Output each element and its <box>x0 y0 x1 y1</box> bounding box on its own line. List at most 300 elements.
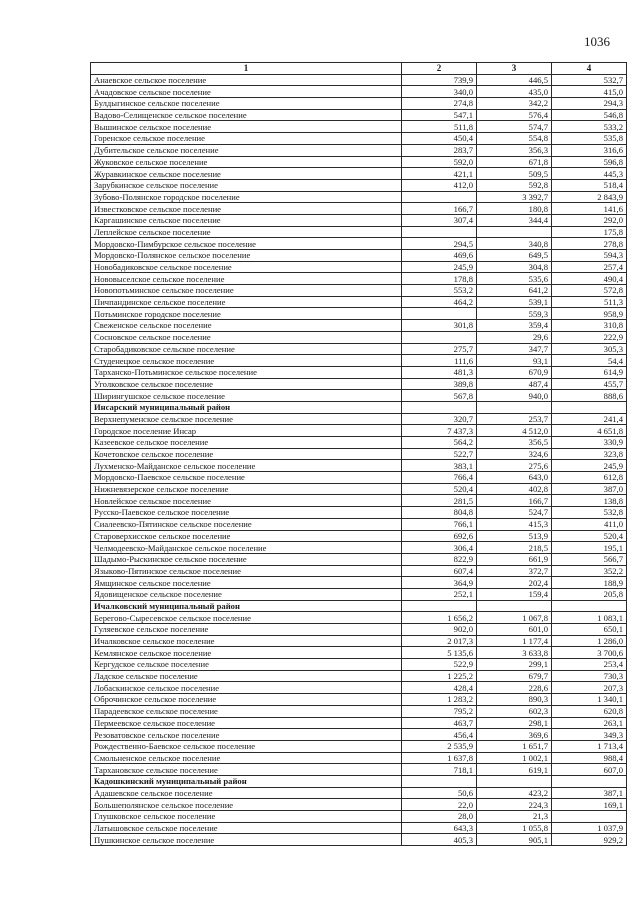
value-cell: 522,9 <box>402 659 477 671</box>
value-cell: 411,0 <box>552 518 627 530</box>
value-cell: 50,6 <box>402 787 477 799</box>
value-cell: 224,3 <box>477 799 552 811</box>
value-cell: 1 637,8 <box>402 752 477 764</box>
table-row <box>91 472 627 484</box>
value-cell: 1 713,4 <box>552 740 627 752</box>
settlement-name-cell: Большеполянское сельское поселение <box>91 799 402 811</box>
settlement-name-cell: Лухменско-Майданское сельское поселение <box>91 460 402 472</box>
settlement-name-cell: Новобадиковское сельское поселение <box>91 261 402 273</box>
value-cell: 804,8 <box>402 507 477 519</box>
value-cell: 29,6 <box>477 331 552 343</box>
value-cell: 718,1 <box>402 764 477 776</box>
table-row <box>91 133 627 145</box>
value-cell: 274,8 <box>402 98 477 110</box>
value-cell: 520,4 <box>402 483 477 495</box>
value-cell: 692,6 <box>402 530 477 542</box>
value-cell: 574,7 <box>477 121 552 133</box>
table-row <box>91 331 627 343</box>
value-cell: 402,8 <box>477 483 552 495</box>
value-cell: 559,3 <box>477 308 552 320</box>
value-cell: 387,1 <box>552 787 627 799</box>
value-cell: 349,3 <box>552 729 627 741</box>
table-row <box>91 144 627 156</box>
section-row <box>91 600 627 612</box>
value-cell: 369,6 <box>477 729 552 741</box>
value-cell: 455,7 <box>552 378 627 390</box>
settlement-name-cell: Каргашинское сельское поселение <box>91 214 402 226</box>
settlement-name-cell: Староверхисское сельское поселение <box>91 530 402 542</box>
value-cell: 554,8 <box>477 133 552 145</box>
settlement-name-cell: Оброчинское сельское поселение <box>91 694 402 706</box>
value-cell: 592,8 <box>477 179 552 191</box>
value-cell: 546,8 <box>552 109 627 121</box>
table-row <box>91 530 627 542</box>
value-cell: 520,4 <box>552 530 627 542</box>
value-cell: 795,2 <box>402 705 477 717</box>
settlement-name-cell: Ямщинское сельское поселение <box>91 577 402 589</box>
settlement-name-cell: Жуковское сельское поселение <box>91 156 402 168</box>
value-cell <box>477 401 552 413</box>
value-cell: 1 340,1 <box>552 694 627 706</box>
value-cell: 253,4 <box>552 659 627 671</box>
settlement-name-cell: Ичалковское сельское поселение <box>91 635 402 647</box>
settlement-name-cell: Пушкинское сельское поселение <box>91 834 402 846</box>
settlement-name-cell: Ядовищенское сельское поселение <box>91 588 402 600</box>
value-cell: 253,7 <box>477 413 552 425</box>
value-cell: 245,9 <box>552 460 627 472</box>
table-row <box>91 390 627 402</box>
value-cell: 446,5 <box>477 74 552 86</box>
table-row <box>91 647 627 659</box>
value-cell: 175,8 <box>552 226 627 238</box>
table-row <box>91 694 627 706</box>
table-row <box>91 670 627 682</box>
value-cell: 1 037,9 <box>552 822 627 834</box>
value-cell: 252,1 <box>402 588 477 600</box>
value-cell: 3 700,6 <box>552 647 627 659</box>
settlement-name-cell: Казеевское сельское поселение <box>91 437 402 449</box>
table-row <box>91 822 627 834</box>
value-cell: 340,8 <box>477 238 552 250</box>
value-cell: 138,8 <box>552 495 627 507</box>
value-cell: 306,4 <box>402 542 477 554</box>
value-cell: 292,0 <box>552 214 627 226</box>
value-cell <box>402 775 477 787</box>
value-cell: 389,8 <box>402 378 477 390</box>
settlement-name-cell: Потьминское городское поселение <box>91 308 402 320</box>
table-row <box>91 635 627 647</box>
settlement-name-cell: Анаевское сельское поселение <box>91 74 402 86</box>
value-cell: 958,9 <box>552 308 627 320</box>
value-cell: 3 633,8 <box>477 647 552 659</box>
value-cell: 643,0 <box>477 472 552 484</box>
value-cell: 323,8 <box>552 448 627 460</box>
value-cell: 2 535,9 <box>402 740 477 752</box>
value-cell: 372,7 <box>477 565 552 577</box>
value-cell: 423,2 <box>477 787 552 799</box>
value-cell: 275,7 <box>402 343 477 355</box>
settlement-name-cell: Дубительское сельское поселение <box>91 144 402 156</box>
settlement-name-cell: Гуляевское сельское поселение <box>91 624 402 636</box>
value-cell: 222,9 <box>552 331 627 343</box>
value-cell: 1 002,1 <box>477 752 552 764</box>
table-row <box>91 588 627 600</box>
value-cell: 428,4 <box>402 682 477 694</box>
value-cell: 324,6 <box>477 448 552 460</box>
value-cell: 766,4 <box>402 472 477 484</box>
table-row <box>91 238 627 250</box>
value-cell: 188,9 <box>552 577 627 589</box>
value-cell: 4 512,0 <box>477 425 552 437</box>
value-cell: 1 283,2 <box>402 694 477 706</box>
value-cell: 141,6 <box>552 203 627 215</box>
value-cell: 671,8 <box>477 156 552 168</box>
value-cell: 513,9 <box>477 530 552 542</box>
settlement-name-cell: Нижневязерское сельское поселение <box>91 483 402 495</box>
value-cell: 888,6 <box>552 390 627 402</box>
value-cell: 320,7 <box>402 413 477 425</box>
value-cell: 532,7 <box>552 74 627 86</box>
value-cell <box>552 811 627 823</box>
table-row <box>91 577 627 589</box>
table-row <box>91 109 627 121</box>
value-cell: 445,3 <box>552 168 627 180</box>
settlement-name-cell: Мордовско-Паевское сельское поселение <box>91 472 402 484</box>
settlement-name-cell: Старобадиковское сельское поселение <box>91 343 402 355</box>
table-row <box>91 413 627 425</box>
value-cell: 111,6 <box>402 355 477 367</box>
settlement-name-cell: Тархановское сельское поселение <box>91 764 402 776</box>
value-cell: 464,2 <box>402 296 477 308</box>
settlement-name-cell: Свеженское сельское поселение <box>91 320 402 332</box>
settlement-name-cell: Тарханско-Потьминское сельское поселение <box>91 366 402 378</box>
value-cell <box>477 226 552 238</box>
value-cell: 614,9 <box>552 366 627 378</box>
value-cell: 620,8 <box>552 705 627 717</box>
value-cell: 511,3 <box>552 296 627 308</box>
value-cell: 166,7 <box>402 203 477 215</box>
value-cell: 463,7 <box>402 717 477 729</box>
table-row <box>91 250 627 262</box>
settlement-name-cell: Леплейское сельское поселение <box>91 226 402 238</box>
value-cell: 340,0 <box>402 86 477 98</box>
value-cell: 435,0 <box>477 86 552 98</box>
value-cell: 54,4 <box>552 355 627 367</box>
value-cell: 643,3 <box>402 822 477 834</box>
value-cell: 679,7 <box>477 670 552 682</box>
value-cell: 5 135,6 <box>402 647 477 659</box>
value-cell <box>477 775 552 787</box>
value-cell: 566,7 <box>552 553 627 565</box>
table-row <box>91 507 627 519</box>
value-cell: 180,8 <box>477 203 552 215</box>
settlement-name-cell: Известковское сельское поселение <box>91 203 402 215</box>
value-cell: 1 083,1 <box>552 612 627 624</box>
settlement-name-cell: Новлейское сельское поселение <box>91 495 402 507</box>
value-cell: 1 651,7 <box>477 740 552 752</box>
value-cell: 298,1 <box>477 717 552 729</box>
settlement-name-cell: Резоватовское сельское поселение <box>91 729 402 741</box>
value-cell: 310,8 <box>552 320 627 332</box>
value-cell: 316,6 <box>552 144 627 156</box>
settlement-name-cell: Смольненское сельское поселение <box>91 752 402 764</box>
value-cell: 421,1 <box>402 168 477 180</box>
settlement-name-cell: Городское поселение Инсар <box>91 425 402 437</box>
settlement-name-cell: Ачадовское сельское поселение <box>91 86 402 98</box>
value-cell: 228,6 <box>477 682 552 694</box>
value-cell: 511,8 <box>402 121 477 133</box>
value-cell: 294,5 <box>402 238 477 250</box>
settlement-name-cell: Булдыгинское сельское поселение <box>91 98 402 110</box>
value-cell: 21,3 <box>477 811 552 823</box>
table-row <box>91 729 627 741</box>
value-cell <box>402 401 477 413</box>
settlement-name-cell: Уголковское сельское поселение <box>91 378 402 390</box>
value-cell: 890,3 <box>477 694 552 706</box>
value-cell: 567,8 <box>402 390 477 402</box>
settlement-name-cell: Берегово-Сыресевское сельское поселение <box>91 612 402 624</box>
value-cell: 3 392,7 <box>477 191 552 203</box>
table-row <box>91 261 627 273</box>
value-cell: 905,1 <box>477 834 552 846</box>
value-cell: 347,7 <box>477 343 552 355</box>
value-cell: 596,8 <box>552 156 627 168</box>
settlement-name-cell: Пермеевское сельское поселение <box>91 717 402 729</box>
table-row <box>91 156 627 168</box>
value-cell: 275,6 <box>477 460 552 472</box>
table-row <box>91 86 627 98</box>
table-row <box>91 203 627 215</box>
value-cell: 535,8 <box>552 133 627 145</box>
value-cell: 535,6 <box>477 273 552 285</box>
table-row <box>91 425 627 437</box>
table-row <box>91 612 627 624</box>
value-cell: 205,8 <box>552 588 627 600</box>
value-cell <box>402 226 477 238</box>
value-cell: 524,7 <box>477 507 552 519</box>
table-row <box>91 355 627 367</box>
value-cell: 301,8 <box>402 320 477 332</box>
value-cell: 305,3 <box>552 343 627 355</box>
table-row <box>91 378 627 390</box>
value-cell: 572,8 <box>552 285 627 297</box>
value-cell: 929,2 <box>552 834 627 846</box>
value-cell <box>402 331 477 343</box>
value-cell: 650,1 <box>552 624 627 636</box>
value-cell: 415,3 <box>477 518 552 530</box>
settlement-name-cell: Мордовско-Полянское сельское поселение <box>91 250 402 262</box>
value-cell: 649,5 <box>477 250 552 262</box>
value-cell: 344,4 <box>477 214 552 226</box>
value-cell: 330,9 <box>552 437 627 449</box>
value-cell: 469,6 <box>402 250 477 262</box>
table-row <box>91 834 627 846</box>
value-cell: 364,9 <box>402 577 477 589</box>
value-cell <box>402 191 477 203</box>
value-cell: 263,1 <box>552 717 627 729</box>
settlement-name-cell: Адашевское сельское поселение <box>91 787 402 799</box>
value-cell: 278,8 <box>552 238 627 250</box>
value-cell: 22,0 <box>402 799 477 811</box>
column-header: 4 <box>552 63 627 75</box>
value-cell: 1 067,8 <box>477 612 552 624</box>
table-row <box>91 168 627 180</box>
table-row <box>91 495 627 507</box>
value-cell: 641,2 <box>477 285 552 297</box>
value-cell: 607,0 <box>552 764 627 776</box>
value-cell <box>552 401 627 413</box>
value-cell: 533,2 <box>552 121 627 133</box>
table-row <box>91 191 627 203</box>
table-row <box>91 74 627 86</box>
value-cell: 93,1 <box>477 355 552 367</box>
value-cell: 283,7 <box>402 144 477 156</box>
value-cell: 1 177,4 <box>477 635 552 647</box>
table-row <box>91 460 627 472</box>
settlement-name-cell: Ладское сельское поселение <box>91 670 402 682</box>
table-row <box>91 553 627 565</box>
settlement-name-cell: Нововыселское сельское поселение <box>91 273 402 285</box>
table-row <box>91 483 627 495</box>
value-cell: 7 437,3 <box>402 425 477 437</box>
column-header: 1 <box>91 63 402 75</box>
table-row <box>91 296 627 308</box>
settlement-name-cell: Верхнепуменское сельское поселение <box>91 413 402 425</box>
value-cell: 159,4 <box>477 588 552 600</box>
table-row <box>91 624 627 636</box>
settlement-name-cell: Кадошкинский муниципальный район <box>91 775 402 787</box>
settlement-name-cell: Студенецкое сельское поселение <box>91 355 402 367</box>
settlement-name-cell: Вышинское сельское поселение <box>91 121 402 133</box>
table-row <box>91 273 627 285</box>
value-cell: 822,9 <box>402 553 477 565</box>
value-cell: 601,0 <box>477 624 552 636</box>
table-row <box>91 787 627 799</box>
settlement-name-cell: Сосновское сельское поселение <box>91 331 402 343</box>
table-row <box>91 659 627 671</box>
value-cell <box>552 600 627 612</box>
value-cell: 1 286,0 <box>552 635 627 647</box>
value-cell: 940,0 <box>477 390 552 402</box>
value-cell: 245,9 <box>402 261 477 273</box>
column-header: 3 <box>477 63 552 75</box>
value-cell: 352,2 <box>552 565 627 577</box>
table-header-row <box>91 63 627 75</box>
column-header: 2 <box>402 63 477 75</box>
table-row <box>91 308 627 320</box>
value-cell: 387,0 <box>552 483 627 495</box>
settlement-name-cell: Кергудское сельское поселение <box>91 659 402 671</box>
value-cell: 739,9 <box>402 74 477 86</box>
settlement-name-cell: Глушковское сельское поселение <box>91 811 402 823</box>
value-cell: 202,4 <box>477 577 552 589</box>
settlement-name-cell: Кочетовское сельское поселение <box>91 448 402 460</box>
table-row <box>91 717 627 729</box>
value-cell: 257,4 <box>552 261 627 273</box>
table-row <box>91 214 627 226</box>
value-cell: 607,4 <box>402 565 477 577</box>
table-row <box>91 542 627 554</box>
settlement-name-cell: Зарубкинское сельское поселение <box>91 179 402 191</box>
value-cell: 2 843,9 <box>552 191 627 203</box>
budget-table <box>90 62 627 846</box>
value-cell: 4 651,8 <box>552 425 627 437</box>
settlement-name-cell: Шадымо-Рыскинское сельское поселение <box>91 553 402 565</box>
value-cell: 307,4 <box>402 214 477 226</box>
settlement-name-cell: Кемлянское сельское поселение <box>91 647 402 659</box>
table-row <box>91 366 627 378</box>
table-row <box>91 752 627 764</box>
section-row <box>91 401 627 413</box>
value-cell: 281,5 <box>402 495 477 507</box>
value-cell: 2 017,3 <box>402 635 477 647</box>
table-row <box>91 343 627 355</box>
value-cell: 304,8 <box>477 261 552 273</box>
value-cell: 490,4 <box>552 273 627 285</box>
settlement-name-cell: Языково-Пятинское сельское поселение <box>91 565 402 577</box>
value-cell: 450,4 <box>402 133 477 145</box>
table-row <box>91 518 627 530</box>
settlement-name-cell: Челмодеевско-Майданское сельское поселение <box>91 542 402 554</box>
table-row <box>91 320 627 332</box>
value-cell: 195,1 <box>552 542 627 554</box>
table-row <box>91 226 627 238</box>
value-cell: 670,9 <box>477 366 552 378</box>
value-cell <box>402 600 477 612</box>
settlement-name-cell: Ширингушское сельское поселение <box>91 390 402 402</box>
value-cell: 1 055,8 <box>477 822 552 834</box>
value-cell: 547,1 <box>402 109 477 121</box>
value-cell: 661,9 <box>477 553 552 565</box>
settlement-name-cell: Мордовско-Пимбурское сельское поселение <box>91 238 402 250</box>
value-cell: 1 225,2 <box>402 670 477 682</box>
value-cell: 356,3 <box>477 144 552 156</box>
value-cell: 299,1 <box>477 659 552 671</box>
settlement-name-cell: Рождественно-Баевское сельское поселение <box>91 740 402 752</box>
value-cell: 619,1 <box>477 764 552 776</box>
value-cell: 522,7 <box>402 448 477 460</box>
value-cell: 241,4 <box>552 413 627 425</box>
section-row <box>91 775 627 787</box>
value-cell: 487,4 <box>477 378 552 390</box>
value-cell: 412,0 <box>402 179 477 191</box>
value-cell <box>552 775 627 787</box>
value-cell: 342,2 <box>477 98 552 110</box>
table-row <box>91 740 627 752</box>
settlement-name-cell: Зубово-Полянское городское поселение <box>91 191 402 203</box>
table-row <box>91 811 627 823</box>
table-row <box>91 448 627 460</box>
value-cell: 564,2 <box>402 437 477 449</box>
settlement-name-cell: Сиалеевско-Пятинское сельское поселение <box>91 518 402 530</box>
value-cell: 988,4 <box>552 752 627 764</box>
value-cell: 592,0 <box>402 156 477 168</box>
value-cell: 415,0 <box>552 86 627 98</box>
value-cell: 383,1 <box>402 460 477 472</box>
settlement-name-cell: Латышовское сельское поселение <box>91 822 402 834</box>
value-cell: 169,1 <box>552 799 627 811</box>
settlement-name-cell: Вадово-Селищенское сельское поселение <box>91 109 402 121</box>
value-cell: 509,5 <box>477 168 552 180</box>
value-cell: 539,1 <box>477 296 552 308</box>
value-cell: 766,1 <box>402 518 477 530</box>
table-row <box>91 682 627 694</box>
table-row <box>91 285 627 297</box>
value-cell: 576,4 <box>477 109 552 121</box>
table-row <box>91 437 627 449</box>
settlement-name-cell: Пичпандинское сельское поселение <box>91 296 402 308</box>
table-row <box>91 98 627 110</box>
